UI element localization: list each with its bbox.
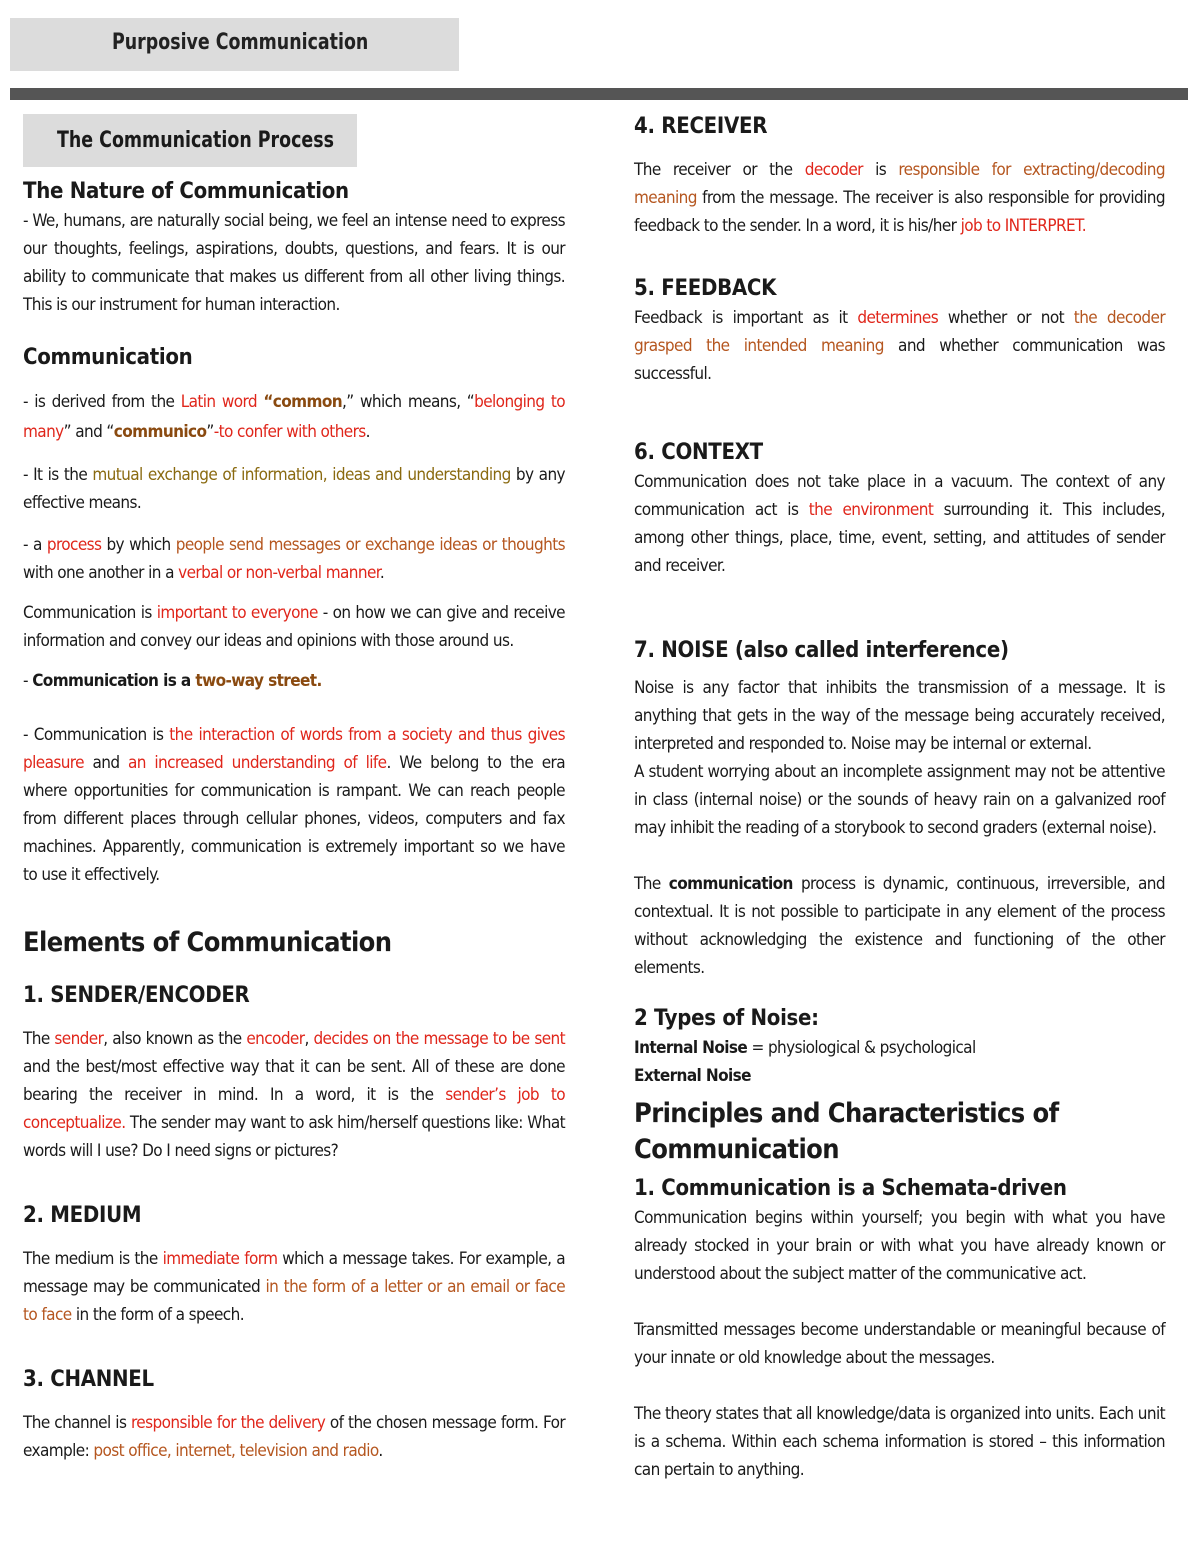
schemata-text-1: Communication begins within yourself; you begin with what you have already stocked in your brain or with what you have already known or understood about the subject matter of the communicative act. [634,1208,1165,1284]
header-divider [10,88,1188,100]
feedback-text: Feedback is important as it determines whether or not the decoder grasped the intended meaning and whether communication was successful. [634,308,1166,384]
context-text: Communication does not take place in a vacuum. The context of any communication act is the environment surrounding it. This includes, among other things, place, time, event, setting, and attitudes of sender and receiver. [634,472,1165,576]
context-heading: 6. CONTEXT [634,440,763,465]
noise-example: A student worrying about an incomplete assignment may not be attentive in class (internal noise) or the sounds of heavy rain on a galvanized roof may inhibit the reading of a storybook to second graders (external noise). [634,762,1165,838]
internal-noise: Internal Noise = physiological & psychological [634,1038,976,1058]
channel-heading: 3. CHANNEL [23,1367,154,1392]
document-title: Purposive Communication [112,30,369,55]
nature-heading: The Nature of Communication [23,179,349,204]
definition-3: - a process by which people send messages or exchange ideas or thoughts with one another in a verbal or non-verbal manner. [23,535,565,583]
sender-heading: 1. SENDER/ENCODER [23,983,250,1008]
schemata-heading: 1. Communication is a Schemata-driven [634,1176,1067,1201]
process-text: The communication process is dynamic, continuous, irreversible, and contextual. It is not possible to participate in any element of the process without acknowledging the existence and functioning of the other elements. [634,874,1165,978]
sender-text: The sender, also known as the encoder, decides on the message to be sent and the best/most effective way that it can be sent. All of these are done bearing the receiver in mind. In a word, it is the sender’s job to conceptualize. The sender may want to ask him/herself questions like: What words will I use? Do I need signs or pictures? [23,1029,565,1161]
definition-4: Communication is important to everyone - on how we can give and receive information and convey our ideas and opinions with those around us. [23,603,565,651]
medium-text: The medium is the immediate form which a message takes. For example, a message may be communicated in the form of a letter or an email or face to face in the form of a speech. [23,1249,566,1325]
right-column [634,108,1165,1484]
external-noise: External Noise [634,1066,751,1086]
definition-5: - Communication is a two-way street. [23,671,322,691]
noise-text: Noise is any factor that inhibits the transmission of a message. It is anything that gets in the way of the message being accurately received, interpreted and responded to. Noise may be internal or external. [634,678,1165,754]
receiver-text: The receiver or the decoder is responsible for extracting/decoding meaning from the message. The receiver is also responsible for providing feedback to the sender. In a word, it is his/her job to INTERPRET. [634,160,1165,236]
channel-text: The channel is responsible for the delivery of the chosen message form. For example: post office, internet, television and radio. [23,1413,566,1461]
noise-types-heading: 2 Types of Noise: [634,1006,819,1031]
section-title: The Communication Process [57,128,334,153]
schemata-text-3: The theory states that all knowledge/data is organized into units. Each unit is a schema. Within each schema information is stored – this information can pertain to anything. [634,1404,1165,1480]
definition-2: - It is the mutual exchange of information, ideas and understanding by any effective means. [23,465,565,513]
feedback-heading: 5. FEEDBACK [634,276,777,301]
elements-heading: Elements of Communication [23,927,392,958]
definition-1: - is derived from the Latin word “common,” which means, “belonging to many” and “communico”-to confer with others. [23,392,565,442]
schemata-text-2: Transmitted messages become understandable or meaningful because of your innate or old knowledge about the messages. [634,1320,1165,1368]
left-column [23,108,565,1465]
nature-text: - We, humans, are naturally social being, we feel an intense need to express our thoughts, feelings, aspirations, doubts, questions, and fears. It is our ability to communicate that makes us different from all other living things. This is our instrument for human interaction. [23,211,565,315]
definition-6: - Communication is the interaction of words from a society and thus gives pleasure and an increased understanding of life. We belong to the era where opportunities for communication is rampant. We can reach people from different places through cellular phones, videos, computers and fax machines. Apparently, communication is extremely important so we have to use it effectively. [23,725,565,885]
medium-heading: 2. MEDIUM [23,1203,142,1228]
noise-heading: 7. NOISE (also called interference) [634,638,1009,663]
principles-heading: Principles and Characteristics of Communication [634,1098,1059,1165]
communication-heading: Communication [23,345,193,370]
receiver-heading: 4. RECEIVER [634,114,768,139]
section-title-box [23,114,357,167]
